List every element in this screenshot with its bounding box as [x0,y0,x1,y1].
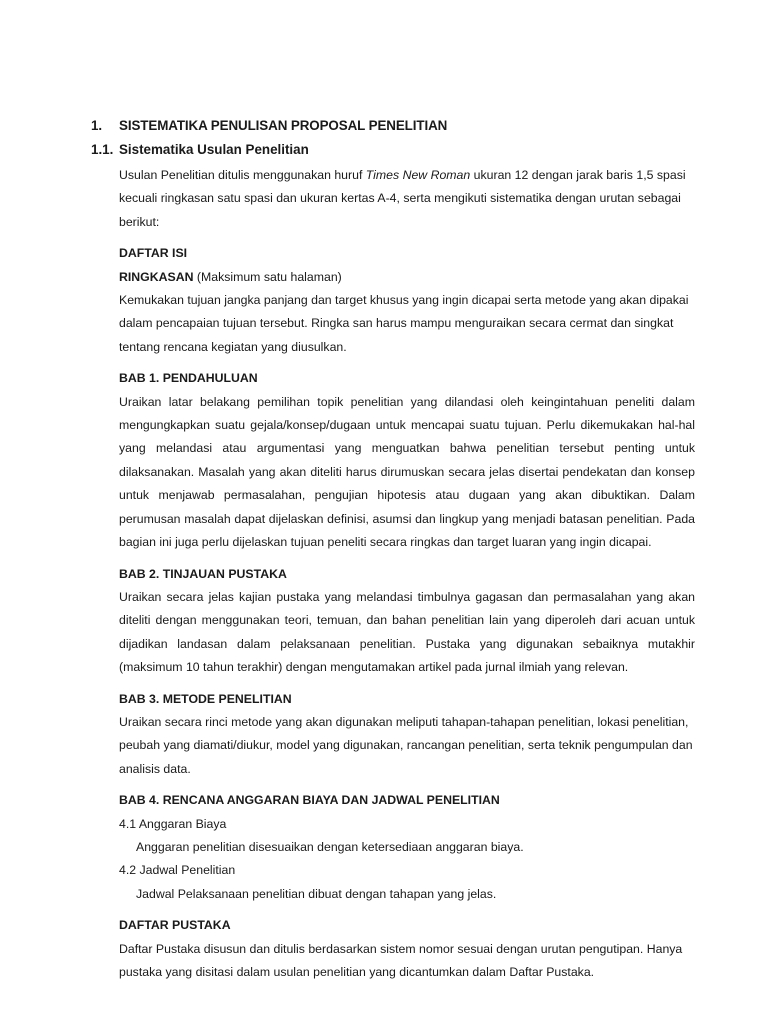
bab2-paragraph: Uraikan secara jelas kajian pustaka yang melandasi timbulnya gagasan dan permasalahan yang akan diteliti dengan menggunakan teori, temuan, dan bahan penelitian lain yang diperoleh dari acuan untuk dijadikan landasan dalam pelaksanaan penelitian. Pustaka yang digunakan sebaiknya mutakhir (maksimum 10 tahun terakhir) dengan mengutamakan artikel pada jurnal ilmiah yang relevan. [119,589,695,675]
intro-paragraph [119,164,695,234]
bab3-paragraph: Uraikan secara rinci metode yang akan digunakan meliputi tahapan-tahapan penelitian, lokasi penelitian, peubah yang diamati/diukur, model yang digunakan, rancangan penelitian, serta teknik pengumpulan dan analisis data. [119,714,693,776]
bab2-heading: BAB 2. TINJAUAN PUSTAKA [119,566,287,581]
subsection-heading [91,142,309,157]
subsection-number: 1.1. [91,142,114,157]
bab3-heading: BAB 3. METODE PENELITIAN [119,691,292,706]
bab4-sub1-body: Anggaran penelitian disesuaikan dengan ketersediaan anggaran biaya. [136,839,524,854]
intro-font-name: Times New Roman [365,168,471,182]
intro-text-end: ukuran 12 dengan jarak baris 1,5 spasi kecuali ringkasan satu spasi dan ukuran kertas A-4, serta mengikuti sistematika dengan urutan sebagai berikut: [119,168,686,229]
daftar-pustaka-heading: DAFTAR PUSTAKA [119,918,231,933]
document-body [119,164,695,984]
section-number: 1. [91,118,102,133]
intro-text-start: Usulan Penelitian ditulis menggunakan huruf [119,168,366,182]
bab4-sub2-title: 4.2 Jadwal Penelitian [119,863,236,878]
bab4-heading: BAB 4. RENCANA ANGGARAN BIAYA DAN JADWAL PENELITIAN [119,793,500,808]
bab1-paragraph: Uraikan latar belakang pemilihan topik penelitian yang dilandasi oleh keingintahuan peneliti dalam mengungkapkan suatu gejala/konsep/dugaan untuk mencapai suatu tujuan. Perlu dikemukakan hal-hal yang melandasi atau argumentasi yang menguatkan bahwa penelitian tersebut penting untuk dilaksanakan. Masalah yang akan diteliti harus dirumuskan secara jelas disertai pendekatan dan konsep untuk menjawab permasalahan, pengujian hipotesis atau dugaan yang akan dibuktikan. Dalam perumusan masalah dapat dijelaskan definisi, asumsi dan lingkup yang menjadi batasan penelitian. Pada bagian ini juga perlu dijelaskan tujuan peneliti secara ringkas dan target luaran yang ingin dicapai. [119,394,695,550]
section-heading [91,118,447,133]
ringkasan-heading-line [119,266,695,289]
subsection-title: Sistematika Usulan Penelitian [119,142,309,157]
bab4-sub1-title: 4.1 Anggaran Biaya [119,816,227,831]
ringkasan-paragraph: Kemukakan tujuan jangka panjang dan target khusus yang ingin dicapai serta metode yang akan dipakai dalam pencapaian tujuan tersebut. Ringka san harus mampu menguraikan secara cermat dan singkat tentang rencana kegiatan yang diusulkan. [119,293,689,354]
bab1-heading: BAB 1. PENDAHULUAN [119,371,258,386]
ringkasan-heading: RINGKASAN [119,269,194,284]
ringkasan-note: (Maksimum satu halaman) [193,269,342,284]
section-title: SISTEMATIKA PENULISAN PROPOSAL PENELITIAN [119,118,448,133]
daftar-pustaka-paragraph: Daftar Pustaka disusun dan ditulis berdasarkan sistem nomor sesuai dengan urutan pengutipan. Hanya pustaka yang disitasi dalam usulan penelitian yang dicantumkan dalam Daftar Pustaka. [119,941,683,979]
bab4-sub2-body: Jadwal Pelaksanaan penelitian dibuat dengan tahapan yang jelas. [136,886,497,901]
daftar-isi-heading: DAFTAR ISI [119,246,188,261]
